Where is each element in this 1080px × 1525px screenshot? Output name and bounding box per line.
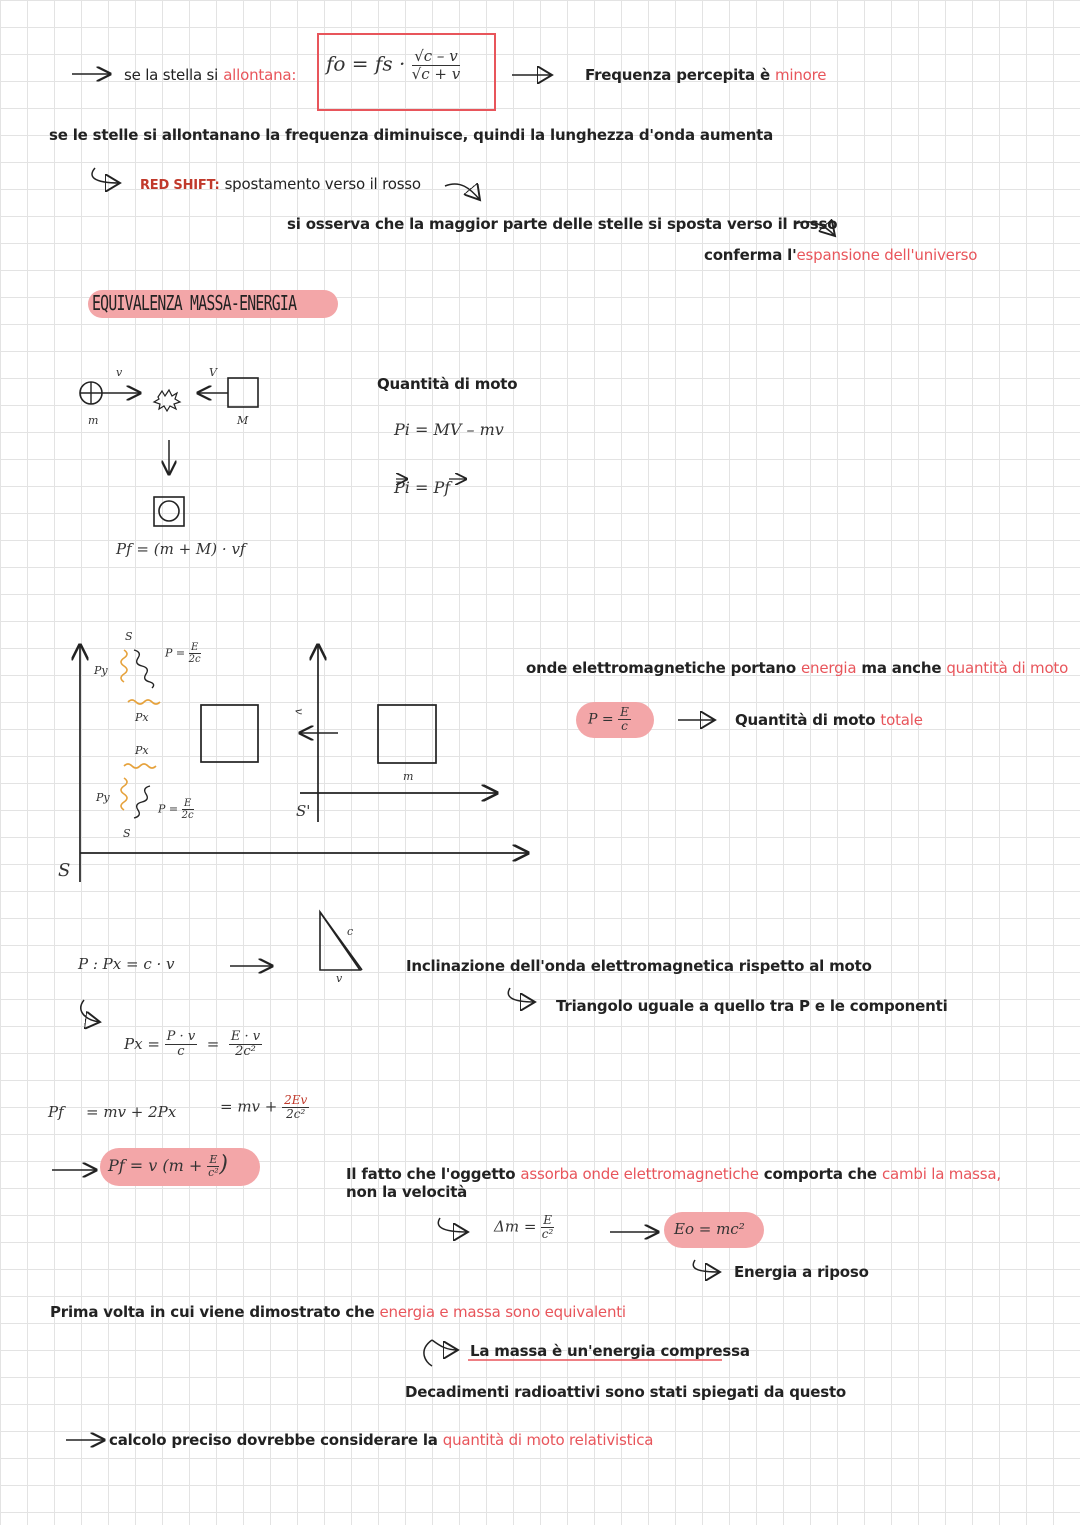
redshift-intro: se la stella si allontana:: [124, 66, 297, 84]
redshift-confirm: conferma l'espansione dell'universo: [704, 246, 978, 264]
formula-doppler: fo = fs · $\frac{√c - v}{√c + v}$: [326, 47, 461, 83]
label-mass-m: m: [403, 770, 414, 783]
hook-arrow-ratio: [81, 1000, 100, 1022]
delta-m-eq: Δm = $\frac{E}{\text{c²}}$: [494, 1213, 554, 1242]
hook-arrow-redshift: [92, 168, 120, 183]
wave-bottom-horizontal: [124, 764, 156, 768]
momentum-title: Quantità di moto: [377, 375, 518, 393]
ratio-eq: P : Px = c · v: [78, 955, 175, 973]
label-px-bottom: Px: [135, 744, 149, 757]
big-mass-square: [228, 378, 258, 407]
hook-arrow-rest: [693, 1260, 720, 1272]
waves-p-formula: P = $\frac{E}{c}$: [588, 705, 629, 734]
wave-bottom-diagonal: [134, 786, 150, 818]
waves-total: Quantità di moto totale: [735, 711, 923, 729]
label-v-small: v: [116, 366, 123, 379]
decay: Decadimenti radioattivi sono stati spiegati da questo: [405, 1383, 847, 1401]
redshift-explain: se le stelle si allontanano la frequenza diminuisce, quindi la lunghezza d'onda aumenta: [49, 126, 774, 144]
label-px-top: Px: [135, 711, 149, 724]
label-M: M: [237, 414, 249, 427]
waves-text: onde elettromagnetiche portano energia ma anche quantità di moto: [526, 659, 1069, 677]
label-v-big: V: [209, 366, 217, 379]
object-square-sprime: [378, 705, 436, 763]
label-m: m: [88, 414, 99, 427]
triangle-incl: Inclinazione dell'onda elettromagnetica rispetto al moto: [406, 957, 872, 975]
e0-eq: Eo = mc²: [674, 1220, 745, 1238]
label-source-bottom: S: [123, 827, 131, 840]
precise-calc: calcolo preciso dovrebbe considerare la quantità di moto relativistica: [109, 1431, 654, 1449]
momentum-eq2: Pi = Pf: [394, 478, 451, 497]
wave-top-diagonal: [134, 650, 154, 688]
label-frame-S: S: [58, 860, 71, 881]
curve-arrow-observe: [445, 184, 480, 200]
redshift-shift: RED SHIFT: spostamento verso il rosso: [140, 175, 421, 193]
wave-bottom-vertical: [121, 778, 127, 810]
collision-star-icon: [154, 390, 180, 411]
hook-arrow-dm: [438, 1218, 468, 1232]
label-source-top: S: [125, 630, 133, 643]
label-py-top: Py: [94, 664, 108, 677]
label-p-bottom: P = $\frac{E}{2c}$: [158, 798, 194, 821]
label-frame-Sprime: S': [296, 802, 311, 820]
hook-arrow-compressed: [424, 1340, 458, 1366]
label-velocity: v: [292, 708, 306, 715]
wave-top-vertical: [121, 650, 127, 682]
label-py-bottom: Py: [96, 791, 110, 804]
pf-expr: = mv + 2Px: [86, 1103, 177, 1121]
triangle-v: v: [336, 972, 343, 985]
compressed: La massa è un'energia compressa: [470, 1342, 750, 1360]
hook-arrow-triangle: [508, 988, 535, 1002]
momentum-eq1: Pi = MV – mv: [394, 420, 504, 439]
object-square-s: [201, 705, 258, 762]
conclusion-line2: non la velocità: [346, 1183, 468, 1201]
triangle-same: Triangolo uguale a quello tra P e le componenti: [556, 997, 948, 1015]
pf-expr2: = mv + $\frac{2Ev}{\text{2c²}}$: [220, 1093, 308, 1122]
px-eq: Px = $\frac{P \cdot v}{c}$ = $\frac{E \cdot v}{\text{2c²}}$: [124, 1029, 261, 1060]
triangle-c: c: [347, 925, 354, 938]
section-title: EQUIVALENZA MASSA-ENERGIA: [92, 291, 297, 315]
label-p-top: P = $\frac{E}{2c}$: [165, 642, 201, 665]
rest-energy: Energia a riposo: [734, 1263, 869, 1281]
redshift-result: Frequenza percepita è minore: [585, 66, 827, 84]
conclusion-line1: Il fatto che l'oggetto assorba onde elettromagnetiche comporta che cambi la massa,: [346, 1165, 1001, 1183]
final-momentum-eq: Pf = (m + M) · vf: [116, 540, 246, 558]
first-time: Prima volta in cui viene dimostrato che energia e massa sono equivalenti: [50, 1303, 626, 1321]
wave-top-horizontal: [128, 700, 160, 704]
final-eq: Pf = v (m + $\frac{E}{\text{c²}}$ ): [108, 1152, 229, 1179]
redshift-observe: si osserva che la maggior parte delle stelle si sposta verso il rosso: [287, 215, 838, 233]
pf-label: Pf: [48, 1103, 64, 1121]
